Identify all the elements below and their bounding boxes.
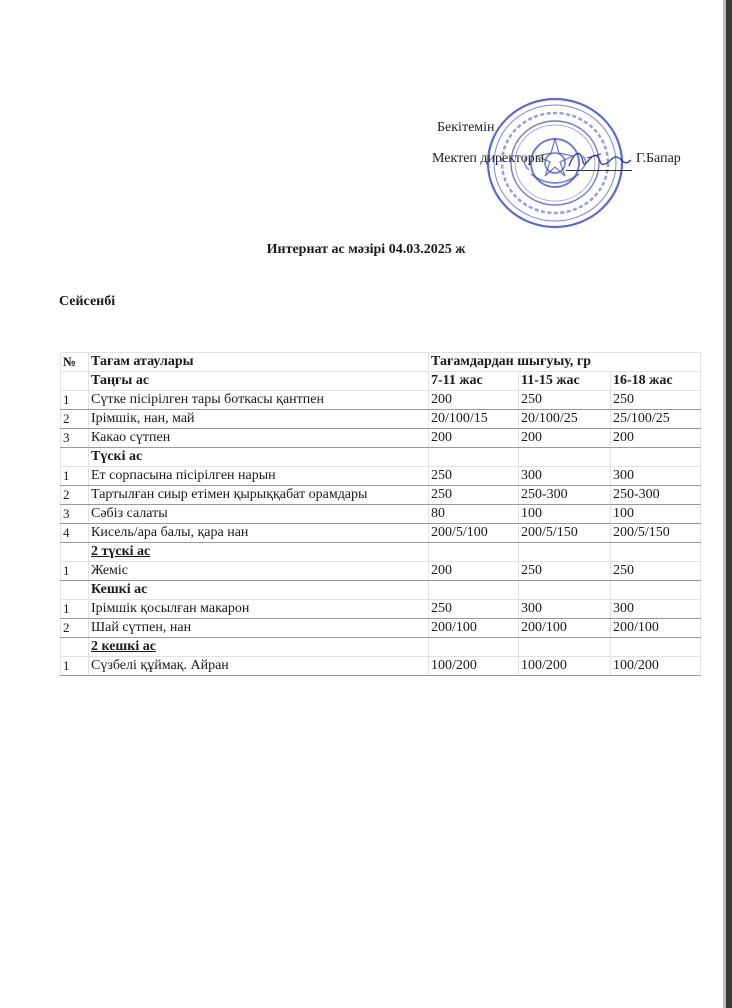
portion-16-18: 250-300 (611, 486, 701, 505)
dish-name: Сүзбелі құймақ. Айран (89, 657, 429, 676)
portion-7-11: 200/5/100 (429, 524, 519, 543)
portion-7-11: 200/100 (429, 619, 519, 638)
section-number-cell (61, 372, 89, 391)
weekday-label: Сейсенбі (59, 294, 116, 309)
item-number: 3 (61, 429, 89, 448)
table-row (61, 657, 701, 676)
section-title: Таңғы ас (89, 372, 429, 391)
portion-16-18: 200 (611, 429, 701, 448)
item-number: 3 (61, 505, 89, 524)
table-row (61, 600, 701, 619)
portion-11-15: 250 (519, 391, 611, 410)
table-row (61, 410, 701, 429)
document-title: Интернат ас мәзірі 04.03.2025 ж (266, 242, 466, 257)
approval-caption: Бекітемін (437, 120, 495, 135)
section-row (61, 543, 701, 562)
portion-16-18: 100 (611, 505, 701, 524)
portion-11-15: 300 (519, 467, 611, 486)
age-column-header: 16-18 жас (611, 372, 701, 391)
section-row (61, 581, 701, 600)
dish-name: Кисель/ара балы, қара нан (89, 524, 429, 543)
portion-11-15: 300 (519, 600, 611, 619)
portion-11-15: 20/100/25 (519, 410, 611, 429)
section-number-cell (61, 581, 89, 600)
dish-name: Жеміс (89, 562, 429, 581)
table-row (61, 486, 701, 505)
portion-11-15: 200/100 (519, 619, 611, 638)
portion-7-11: 200 (429, 391, 519, 410)
item-number: 1 (61, 562, 89, 581)
col-header-yield: Тағамдардан шығуыу, гр (429, 353, 701, 372)
empty-cell (429, 638, 519, 657)
empty-cell (519, 581, 611, 600)
section-row (61, 372, 701, 391)
section-number-cell (61, 638, 89, 657)
age-column-header: 7-11 жас (429, 372, 519, 391)
table-header-row (61, 353, 701, 372)
col-header-number: № (61, 353, 89, 372)
menu-body (61, 372, 701, 676)
item-number: 2 (61, 410, 89, 429)
section-number-cell (61, 543, 89, 562)
signature-line (566, 170, 632, 171)
portion-11-15: 200/5/150 (519, 524, 611, 543)
empty-cell (519, 638, 611, 657)
portion-7-11: 20/100/15 (429, 410, 519, 429)
portion-7-11: 100/200 (429, 657, 519, 676)
item-number: 1 (61, 657, 89, 676)
item-number: 1 (61, 467, 89, 486)
empty-cell (611, 638, 701, 657)
table-row (61, 391, 701, 410)
portion-16-18: 250 (611, 562, 701, 581)
section-title: 2 кешкі ас (89, 638, 429, 657)
table-row (61, 467, 701, 486)
dish-name: Ірімшік, нан, май (89, 410, 429, 429)
section-title: 2 түскі ас (89, 543, 429, 562)
signer-name: Г.Бапар (636, 151, 681, 166)
empty-cell (611, 448, 701, 467)
table-row (61, 429, 701, 448)
item-number: 2 (61, 619, 89, 638)
portion-11-15: 100/200 (519, 657, 611, 676)
dish-name: Сүтке пісірілген тары боткасы қантпен (89, 391, 429, 410)
portion-11-15: 200 (519, 429, 611, 448)
section-title: Кешкі ас (89, 581, 429, 600)
dish-name: Шай сүтпен, нан (89, 619, 429, 638)
empty-cell (429, 581, 519, 600)
portion-16-18: 300 (611, 600, 701, 619)
portion-7-11: 250 (429, 467, 519, 486)
portion-16-18: 200/5/150 (611, 524, 701, 543)
dish-name: Тартылған сиыр етімен қырыққабат орамдары (89, 486, 429, 505)
portion-16-18: 25/100/25 (611, 410, 701, 429)
section-title: Түскі ас (89, 448, 429, 467)
section-number-cell (61, 448, 89, 467)
portion-7-11: 250 (429, 600, 519, 619)
col-header-dish: Тағам атаулары (89, 353, 429, 372)
approval-block (0, 0, 732, 240)
table-row (61, 505, 701, 524)
dish-name: Ет сорпасына пісірілген нарын (89, 467, 429, 486)
portion-16-18: 250 (611, 391, 701, 410)
empty-cell (429, 543, 519, 562)
dish-name: Сәбіз салаты (89, 505, 429, 524)
approver-position: Мектеп директоры (432, 151, 545, 166)
section-row (61, 448, 701, 467)
portion-16-18: 300 (611, 467, 701, 486)
portion-7-11: 250 (429, 486, 519, 505)
empty-cell (611, 581, 701, 600)
empty-cell (611, 543, 701, 562)
dish-name: Какао сүтпен (89, 429, 429, 448)
portion-11-15: 250-300 (519, 486, 611, 505)
signature-icon (565, 146, 635, 172)
table-row (61, 562, 701, 581)
portion-11-15: 100 (519, 505, 611, 524)
item-number: 4 (61, 524, 89, 543)
portion-16-18: 200/100 (611, 619, 701, 638)
portion-7-11: 80 (429, 505, 519, 524)
age-column-header: 11-15 жас (519, 372, 611, 391)
item-number: 1 (61, 600, 89, 619)
item-number: 1 (61, 391, 89, 410)
item-number: 2 (61, 486, 89, 505)
portion-11-15: 250 (519, 562, 611, 581)
empty-cell (519, 543, 611, 562)
portion-7-11: 200 (429, 429, 519, 448)
portion-16-18: 100/200 (611, 657, 701, 676)
empty-cell (519, 448, 611, 467)
empty-cell (429, 448, 519, 467)
table-row (61, 619, 701, 638)
menu-table (60, 352, 701, 676)
portion-7-11: 200 (429, 562, 519, 581)
section-row (61, 638, 701, 657)
dish-name: Ірімшік қосылған макарон (89, 600, 429, 619)
table-row (61, 524, 701, 543)
